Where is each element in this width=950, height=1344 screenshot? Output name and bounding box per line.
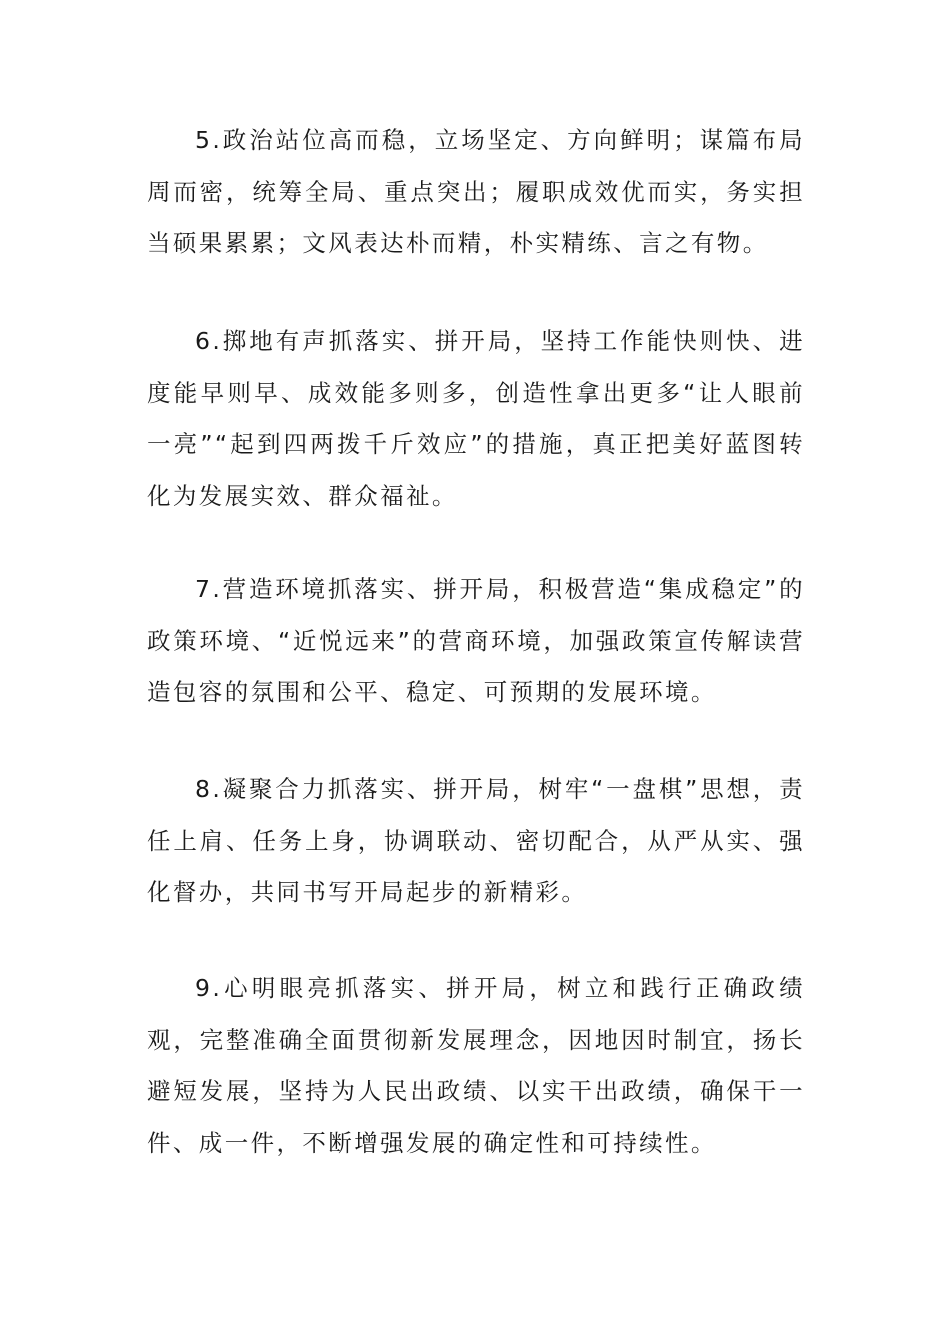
paragraph-item-6: 6.掷地有声抓落实、拼开局，坚持工作能快则快、进度能早则早、成效能多则多，创造性拿出更多“让人眼前一亮”“起到四两拨千斤效应”的措施，真正把美好蓝图转化为发展实效、群众福祉。: [147, 327, 805, 510]
paragraph-item-9: 9.心明眼亮抓落实、拼开局，树立和践行正确政绩观，完整准确全面贯彻新发展理念，因地因时制宜，扬长避短发展，坚持为人民出政绩、以实干出政绩，确保干一件、成一件，不断增强发展的确定性和可持续性。: [147, 974, 805, 1157]
paragraph-item-7: 7.营造环境抓落实、拼开局，积极营造“集成稳定”的政策环境、“近悦远来”的营商环境，加强政策宣传解读营造包容的氛围和公平、稳定、可预期的发展环境。: [147, 575, 805, 706]
paragraph-item-8: 8.凝聚合力抓落实、拼开局，树牢“一盘棋”思想，责任上肩、任务上身，协调联动、密切配合，从严从实、强化督办，共同书写开局起步的新精彩。: [147, 775, 805, 906]
paragraph-item-5: 5.政治站位高而稳，立场坚定、方向鲜明；谋篇布局周而密，统筹全局、重点突出；履职成效优而实，务实担当硕果累累；文风表达朴而精，朴实精练、言之有物。: [147, 126, 805, 257]
